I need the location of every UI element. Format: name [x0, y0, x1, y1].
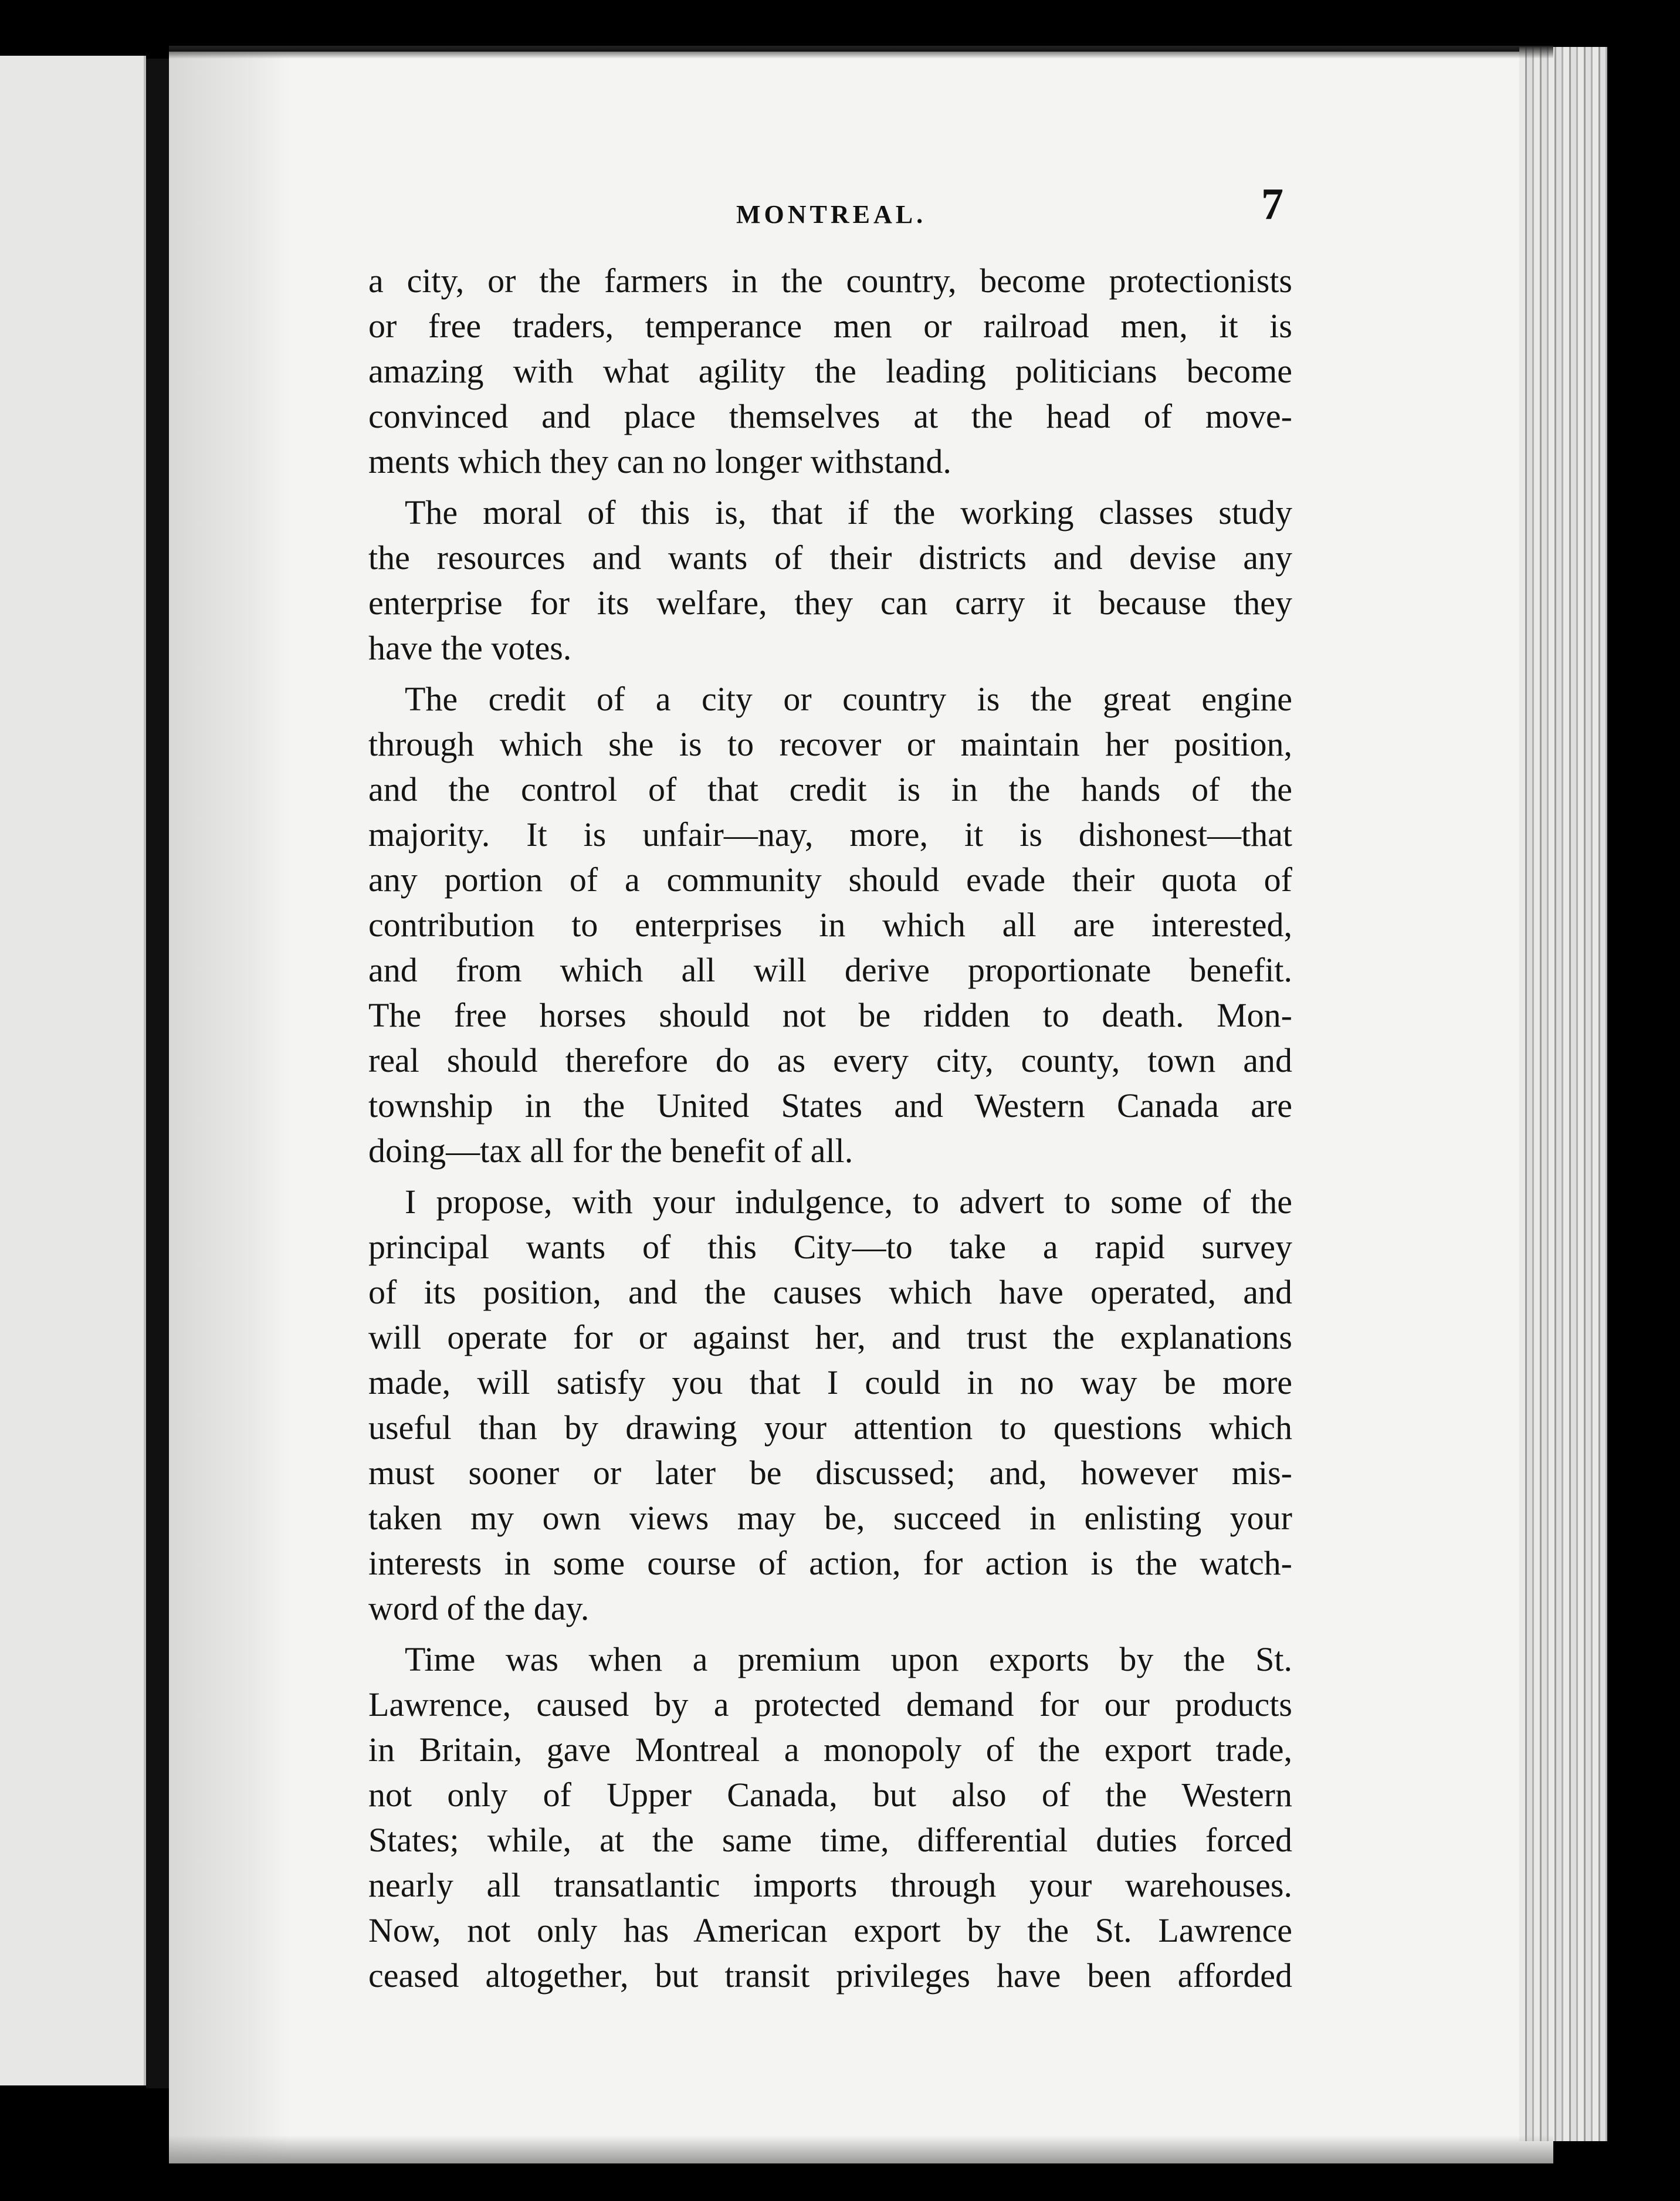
text-line: have the votes.: [368, 629, 572, 667]
page-number: 7: [1261, 180, 1283, 229]
text-line: will operate for or against her, and trust the explanations: [368, 1318, 1292, 1356]
text-line: majority. It is unfair—nay, more, it is dishonest—that: [368, 815, 1292, 854]
text-line: The credit of a city or country is the great engine: [405, 680, 1292, 718]
text-line: Now, not only has American export by the St. Lawrence: [368, 1911, 1292, 1949]
text-line: interests in some course of action, for action is the watch-: [368, 1544, 1292, 1582]
text-line: taken my own views may be, succeed in enlisting your: [368, 1499, 1292, 1537]
paragraph: [368, 490, 1292, 671]
text-line: or free traders, temperance men or railroad men, it is: [368, 307, 1292, 345]
text-line: convinced and place themselves at the head of move-: [368, 397, 1292, 435]
text-line: principal wants of this City—to take a rapid survey: [368, 1228, 1292, 1266]
text-line: The moral of this is, that if the working classes study: [405, 493, 1292, 531]
top-shadow: [169, 46, 1553, 59]
paragraph: [368, 1637, 1292, 1998]
text-line: not only of Upper Canada, but also of the Western: [368, 1776, 1292, 1814]
text-line: useful than by drawing your attention to questions which: [368, 1408, 1292, 1447]
text-line: real should therefore do as every city, county, town and: [368, 1041, 1292, 1079]
text-line: States; while, at the same time, differential duties forced: [368, 1821, 1292, 1859]
paragraph: [368, 258, 1292, 484]
previous-page-edge: [0, 56, 146, 2085]
text-line: through which she is to recover or maintain her position,: [368, 725, 1292, 763]
text-line: Time was when a premium upon exports by the St.: [405, 1640, 1292, 1678]
binding-shade: [169, 52, 289, 2163]
running-head: MONTREAL.: [736, 200, 927, 229]
paragraph: [368, 1179, 1292, 1631]
text-line: amazing with what agility the leading politicians become: [368, 352, 1292, 390]
text-line: I propose, with your indulgence, to advert to some of the: [405, 1183, 1292, 1221]
text-line: any portion of a community should evade their quota of: [368, 861, 1292, 899]
text-line: must sooner or later be discussed; and, however mis-: [368, 1454, 1292, 1492]
text-line: and from which all will derive proportionate benefit.: [368, 951, 1292, 989]
text-line: a city, or the farmers in the country, become protectionists: [368, 262, 1292, 300]
paragraph: [368, 676, 1292, 1173]
body-text: [368, 258, 1292, 1998]
bottom-shadow: [169, 2135, 1553, 2163]
text-line: enterprise for its welfare, they can carry it because they: [368, 584, 1292, 622]
text-line: township in the United States and Western Canada are: [368, 1086, 1292, 1125]
text-line: made, will satisfy you that I could in no way be more: [368, 1363, 1292, 1401]
text-line: Lawrence, caused by a protected demand for our products: [368, 1685, 1292, 1723]
page-gutter: [146, 59, 170, 2088]
text-line: doing—tax all for the benefit of all.: [368, 1132, 853, 1170]
text-line: of its position, and the causes which have operated, and: [368, 1273, 1292, 1311]
text-line: and the control of that credit is in the hands of the: [368, 770, 1292, 808]
text-line: nearly all transatlantic imports through your warehouses.: [368, 1866, 1292, 1904]
text-line: in Britain, gave Montreal a monopoly of the export trade,: [368, 1731, 1292, 1769]
text-line: ceased altogether, but transit privileges have been afforded: [368, 1956, 1292, 1995]
text-line: the resources and wants of their districts and devise any: [368, 539, 1292, 577]
text-line: word of the day.: [368, 1589, 590, 1627]
page-edges-stack: [1519, 47, 1607, 2141]
text-line: contribution to enterprises in which all are interested,: [368, 906, 1292, 944]
text-line: ments which they can no longer withstand.: [368, 442, 951, 480]
text-line: The free horses should not be ridden to death. Mon-: [368, 996, 1292, 1034]
